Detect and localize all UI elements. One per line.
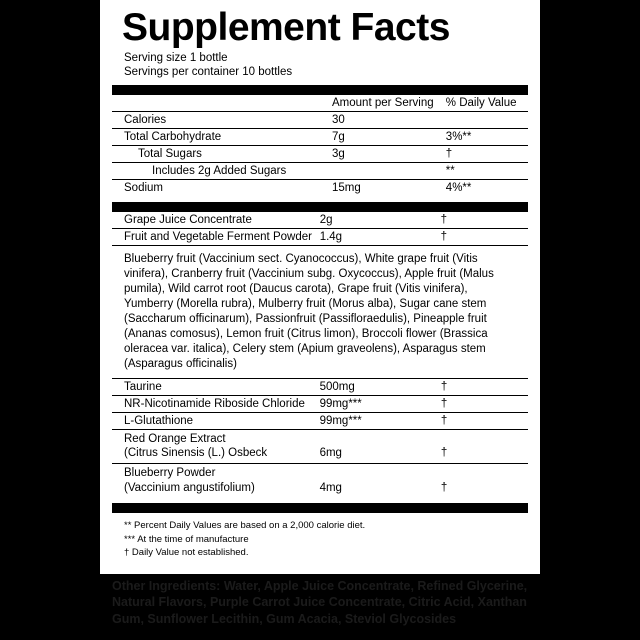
- row-daily-value: †: [437, 429, 528, 463]
- nutrition-table-blend: [112, 212, 528, 246]
- row-name: Includes 2g Added Sugars: [112, 163, 332, 180]
- supplement-facts-panel: [100, 0, 540, 640]
- ingredient-blend-text: Blueberry fruit (Vaccinium sect. Cyanococcus), White grape fruit (Vitis vinifera), Cranberry fruit (Vaccinium subg. Oxycoccus), Apple fruit (Malus pumila), Wild carrot root (Daucus carota), Grape fruit (Vitis vinifera), Yumberry (Morella rubra), Mulberry fruit (Morus alba), Sugar cane stem (Saccharum officinarum), Passionfruit (Passifloraedulis), Pineapple fruit (Ananas comosus), Lemon fruit (Citrus limon), Broccoli flower (Brassica oleracea var. italica), Celery stem (Apium graveolens), Asparagus stem (Asparagus officinalis): [112, 246, 528, 379]
- row-amount: 2g: [320, 212, 437, 229]
- row-daily-value: †: [437, 229, 528, 246]
- table-header-row: [112, 95, 528, 112]
- row-daily-value: †: [442, 146, 528, 163]
- row-name: Grape Juice Concentrate: [112, 212, 320, 229]
- column-header-name: [112, 95, 332, 112]
- row-amount: 500mg: [320, 379, 437, 396]
- footnote-dv-not-established: † Daily Value not established.: [124, 547, 249, 559]
- row-name: Calories: [112, 112, 332, 129]
- servings-per-container: Servings per container 10 bottles: [124, 66, 293, 79]
- table-row: [112, 163, 528, 180]
- row-name: Total Carbohydrate: [112, 129, 332, 146]
- table-row: [112, 229, 528, 246]
- table-row: [112, 429, 528, 463]
- serving-size: Serving size 1 bottle: [124, 52, 228, 64]
- row-daily-value: †: [437, 379, 528, 396]
- table-row: [112, 129, 528, 146]
- column-header-amount: Amount per Serving: [332, 95, 442, 112]
- row-amount: 4mg: [319, 481, 342, 494]
- row-name: NR-Nicotinamide Riboside Chloride: [112, 395, 320, 412]
- table-row: [112, 146, 528, 163]
- nutrition-table-actives: [112, 379, 528, 498]
- row-amount: 1.4g: [320, 229, 437, 246]
- page-title: Supplement Facts: [122, 6, 450, 49]
- row-name: Sodium: [124, 182, 163, 195]
- divider-thick-bottom: [112, 503, 528, 513]
- row-amount: 99mg***: [320, 412, 437, 429]
- row-daily-value: 3%**: [442, 129, 528, 146]
- footnote-manufacture: *** At the time of manufacture: [124, 533, 249, 545]
- row-amount: 3g: [332, 146, 442, 163]
- table-row: [112, 112, 528, 129]
- row-amount: 30: [332, 112, 442, 129]
- row-daily-value: †: [437, 395, 528, 412]
- table-row: [112, 463, 528, 497]
- row-name-line1: Blueberry Powder: [124, 466, 216, 479]
- table-row: [112, 212, 528, 229]
- row-daily-value: 4%**: [445, 182, 472, 195]
- row-daily-value: †: [437, 212, 528, 229]
- row-name-line2: (Citrus Sinensis (L.) Osbeck: [124, 447, 268, 460]
- footnote-percent-dv: ** Percent Daily Values are based on a 2,000 calorie diet.: [124, 520, 366, 532]
- footnotes: [112, 513, 528, 559]
- table-row: [112, 395, 528, 412]
- row-amount: 99mg***: [320, 395, 437, 412]
- divider-thick-top: [112, 85, 528, 95]
- table-row: [112, 379, 528, 396]
- row-name: Total Sugars: [112, 146, 332, 163]
- divider-thick-mid: [112, 202, 528, 212]
- row-amount: 15mg: [332, 182, 361, 195]
- row-name: L-Glutathione: [112, 412, 320, 429]
- other-ingredients-text: Water, Apple Juice Concentrate, Refined Glycerine, Natural Flavors, Purple Carrot Juice Concentrate, Citric Acid, Xanthan Gum, Sunflower Lecithin, Gum Acacia, Steviol Glycosides: [112, 579, 528, 626]
- row-amount: 6mg: [320, 429, 437, 463]
- row-amount: 7g: [332, 129, 442, 146]
- other-ingredients-label: Other Ingredients:: [112, 579, 221, 593]
- row-name-line2: (Vaccinium angustifolium): [124, 481, 255, 494]
- column-header-daily-value: % Daily Value: [442, 95, 528, 112]
- row-daily-value: †: [437, 412, 528, 429]
- table-row: [112, 180, 528, 197]
- row-daily-value: [442, 112, 528, 129]
- row-name: Taurine: [112, 379, 320, 396]
- row-name-line1: Red Orange Extract: [124, 432, 226, 445]
- row-daily-value: **: [442, 163, 528, 180]
- table-row: [112, 412, 528, 429]
- other-ingredients: [100, 574, 540, 640]
- row-amount: [332, 163, 442, 180]
- row-name: Fruit and Vegetable Ferment Powder: [112, 229, 320, 246]
- nutrition-table-main: [112, 95, 528, 196]
- row-daily-value: †: [440, 481, 448, 494]
